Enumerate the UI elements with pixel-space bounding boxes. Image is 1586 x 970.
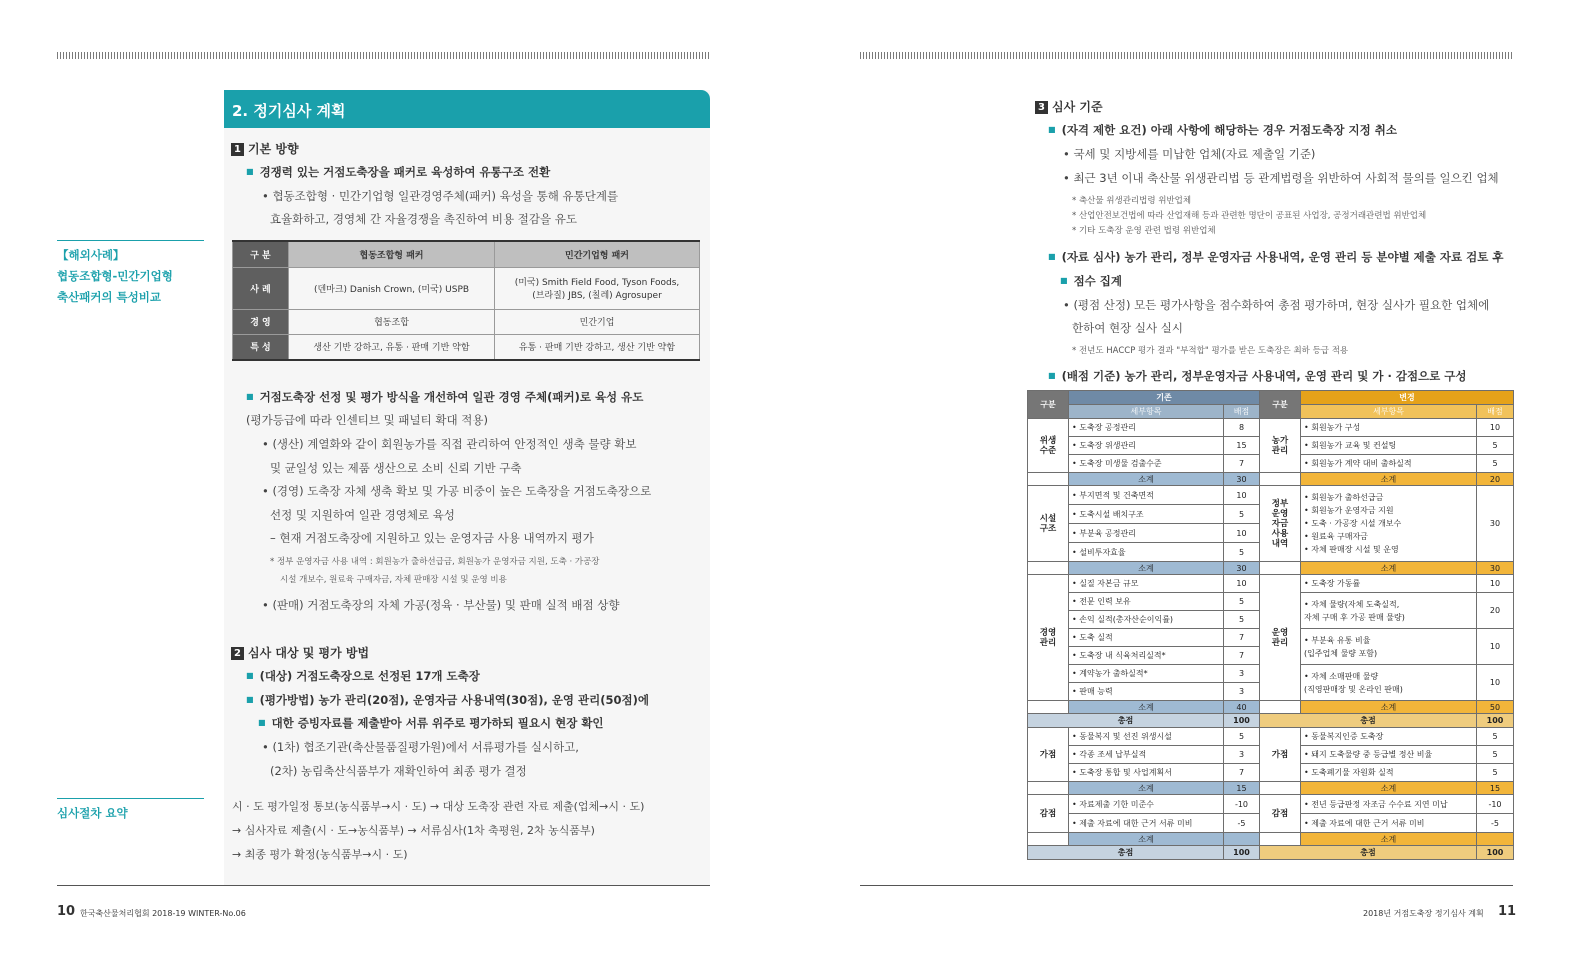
table-cell: 20	[1477, 593, 1514, 629]
table-cell: 5	[1477, 437, 1514, 455]
table-cell: -5	[1477, 814, 1514, 833]
new-g2-score: 30	[1477, 486, 1514, 562]
new-final-label: 총점	[1260, 846, 1477, 860]
table-cell: • 손익 실적(총자산순이익률)	[1069, 611, 1224, 629]
table-cell: • 도축장 공정관리	[1069, 419, 1224, 437]
s1-bullet-1: ■ 경쟁력 있는 거점도축장을 패커로 육성하여 유통구조 전환	[246, 164, 550, 180]
table-cell: 5	[1224, 505, 1260, 524]
comparison-table	[232, 240, 700, 361]
table-cell: 5	[1477, 746, 1514, 764]
old-group-management: 경영 관리	[1028, 575, 1069, 701]
old-g2-subtotal: 30	[1224, 562, 1260, 575]
table-cell: • 도축장 통합 및 사업계획서	[1069, 764, 1224, 782]
s3-b2-text-2: 한하여 현장 실사 실시	[1072, 321, 1183, 335]
section-3-heading	[1035, 98, 1103, 115]
table-cell: 8	[1224, 419, 1260, 437]
procedure-line-1: 시 · 도 평가일정 통보(농식품부→시 · 도) → 대상 도축장 관련 자료 제출(업체→시 · 도)	[232, 800, 645, 813]
new-g5-subtotal-label: 소계	[1301, 833, 1477, 846]
old-g2-subtotal-label: 소계	[1069, 562, 1224, 575]
table-cell: 5	[1477, 728, 1514, 746]
top-dotted-rule-right	[860, 52, 1513, 59]
side-note-1-title	[57, 245, 173, 308]
s2-bullet-2-cont: ■ 대한 증빙자료를 제출받아 서류 위주로 평가하되 필요시 현장 확인	[258, 715, 604, 731]
cmp-row-label-management: 경 영	[233, 309, 289, 334]
s3-b2-text-1: • (평점 산정) 모든 평가사항을 점수화하여 총점 평가하며, 현장 실사가 필요한 업체에	[1063, 298, 1490, 312]
table-cell: 7	[1224, 629, 1260, 647]
table-cell: 3	[1224, 683, 1260, 701]
table-cell: 10	[1477, 419, 1514, 437]
old-group-facility: 시설 구조	[1028, 486, 1069, 562]
s3-b1-note-3: * 기타 도축장 운영 관련 법령 위반업체	[1072, 226, 1216, 236]
old-g3-subtotal-label: 소계	[1069, 701, 1224, 714]
table-spacer	[1260, 782, 1301, 795]
old-g1-subtotal: 30	[1224, 473, 1260, 486]
section-2-number: 2	[231, 647, 244, 660]
list-item: • 도축 · 가공장 시설 개보수	[1304, 519, 1402, 528]
table-cell: -5	[1224, 814, 1260, 833]
new-group-fund: 정부 운영 자금 사용 내역	[1260, 486, 1301, 562]
table-spacer	[1260, 701, 1301, 714]
th-old: 기존	[1069, 391, 1260, 405]
s2-bullet-1: ■ (대상) 거점도축장으로 선정된 17개 도축장	[246, 668, 480, 684]
scoring-table	[1027, 390, 1514, 860]
table-cell: • 판매 능력	[1069, 683, 1224, 701]
s2-bullet-2: ■ (평가방법) 농가 관리(20점), 운영자금 사용내역(30점), 운영 관리(50점)에	[246, 692, 649, 708]
section-3-number: 3	[1035, 101, 1048, 114]
new-g4-subtotal: 15	[1477, 782, 1514, 795]
new-total: 100	[1477, 714, 1514, 728]
table-cell: • 제출 자료에 대한 근거 서류 미비	[1301, 814, 1477, 833]
old-group-hygiene: 위생 수준	[1028, 419, 1069, 473]
top-dotted-rule-left	[57, 52, 710, 59]
table-cell: 5	[1224, 593, 1260, 611]
table-cell: 3	[1224, 665, 1260, 683]
table-spacer	[1260, 473, 1301, 486]
old-group-bonus: 가점	[1028, 728, 1069, 782]
table-cell: 5	[1477, 455, 1514, 473]
table-cell: • 도축 실적	[1069, 629, 1224, 647]
table-spacer	[1028, 782, 1069, 795]
page-number-right: 11	[1498, 904, 1517, 919]
section-title: 2. 정기심사 계획	[224, 90, 710, 128]
list-item: • 자체 판매장 시설 및 운영	[1304, 545, 1399, 554]
cmp-row-label-trait: 특 성	[233, 334, 289, 360]
s3-bullet-2: ■ (자료 심사) 농가 관리, 정부 운영자금 사용내역, 운영 관리 등 분야별 제출 자료 검토 후	[1048, 249, 1503, 265]
table-cell: • 자료제출 기한 미준수	[1069, 795, 1224, 814]
side-note-1-line-1: 【해외사례】	[57, 248, 125, 262]
table-cell: • 각종 조세 납부실적	[1069, 746, 1224, 764]
table-cell: • 회원농가 계약 대비 출하실적	[1301, 455, 1477, 473]
footer-left: 한국축산물처리협회 2018-19 WINTER-No.06	[80, 909, 246, 918]
list-item: • 원료육 구매자금	[1304, 532, 1368, 541]
table-cell: • 회원농가 구성	[1301, 419, 1477, 437]
cmp-cell-case-private-line-1: (미국) Smith Field Food, Tyson Foods,	[514, 278, 680, 288]
new-g1-subtotal: 20	[1477, 473, 1514, 486]
cmp-cell-management-coop: 협동조합	[289, 309, 495, 334]
footer-right: 2018년 거점도축장 정기심사 계획	[1363, 909, 1484, 918]
table-cell: 3	[1224, 746, 1260, 764]
s3-bullet-1: ■ (자격 제한 요건) 아래 사항에 해당하는 경우 거점도축장 지정 취소	[1048, 122, 1397, 138]
s1-bullet-2: ■ 거점도축장 선정 및 평가 방식을 개선하여 일관 경영 주체(패커)로 육성 유도	[246, 389, 643, 405]
th-group-old: 구분	[1028, 391, 1069, 419]
bottom-rule-left	[57, 885, 710, 886]
th-old-item: 세부항목	[1069, 405, 1224, 419]
s1-b2-note-2: 시설 개보수, 원료육 구매자금, 자체 판매장 시설 및 운영 비용	[280, 575, 507, 585]
s1-b2-text-1: • (생산) 계열화와 같이 회원농가를 직접 관리하여 안정적인 생축 물량 확보	[262, 437, 637, 451]
s3-bullet-2-cont: ■ 점수 집계	[1060, 273, 1122, 289]
new-group-deduction: 감점	[1260, 795, 1301, 833]
cmp-cell-case-private-line-2: (브라질) JBS, (칠레) Agrosuper	[532, 291, 662, 301]
cmp-header-coop: 협동조합형 패커	[289, 241, 495, 267]
table-cell: 5	[1477, 764, 1514, 782]
procedure-line-2: → 심사자료 제출(시 · 도→농식품부) → 서류심사(1차 축평원, 2차 농식품부)	[232, 824, 595, 837]
table-cell: • 전문 인력 보유	[1069, 593, 1224, 611]
s3-b1-note-2: * 산업안전보건법에 따라 산업재해 등과 관련한 명단이 공표된 사업장, 공정거래관련법 위반업체	[1072, 211, 1427, 221]
old-g4-subtotal-label: 소계	[1069, 782, 1224, 795]
list-item: • 회원농가 운영자금 지원	[1304, 506, 1394, 515]
new-g2-items	[1301, 486, 1477, 562]
cmp-cell-case-coop: (덴마크) Danish Crown, (미국) USPB	[289, 267, 495, 309]
side-note-2-title: 심사절차 요약	[57, 806, 128, 820]
table-cell: • 동물복지 및 선진 위생시설	[1069, 728, 1224, 746]
table-cell: • 자체 물량(자체 도축실적, 자체 구매 후 가공 판매 물량)	[1301, 593, 1477, 629]
new-g3-subtotal: 50	[1477, 701, 1514, 714]
new-g5-subtotal	[1477, 833, 1514, 846]
table-cell: 7	[1224, 647, 1260, 665]
old-g4-subtotal: 15	[1224, 782, 1260, 795]
table-spacer	[1028, 562, 1069, 575]
new-g1-subtotal-label: 소계	[1301, 473, 1477, 486]
new-total-label: 총점	[1260, 714, 1477, 728]
table-cell: • 도축시설 배치구조	[1069, 505, 1224, 524]
old-g1-subtotal-label: 소계	[1069, 473, 1224, 486]
procedure-line-3: → 최종 평가 확정(농식품부→시 · 도)	[232, 848, 408, 861]
cmp-cell-case-private	[495, 267, 700, 309]
s1-b2-text-4: 선정 및 지원하여 일관 경영체로 육성	[270, 508, 455, 522]
table-cell: 7	[1224, 764, 1260, 782]
section-1-heading	[231, 140, 299, 157]
cmp-cell-trait-private: 유통 · 판매 기반 강하고, 생산 기반 약함	[495, 334, 700, 360]
s1-b1-text-1: • 협동조합형 · 민간기업형 일관경영주체(패커) 육성을 통해 유통단계를	[262, 189, 619, 203]
table-cell: • 도축장 미생물 검출수준	[1069, 455, 1224, 473]
table-cell: • 도축장 가동률	[1301, 575, 1477, 593]
old-total: 100	[1224, 714, 1260, 728]
table-cell: 5	[1224, 611, 1260, 629]
table-spacer	[1260, 833, 1301, 846]
bottom-rule-right	[860, 885, 1513, 886]
table-cell: 10	[1477, 575, 1514, 593]
table-cell: -10	[1477, 795, 1514, 814]
s1-b2-note-1: * 정부 운영자금 사용 내역 : 회원농가 출하선급금, 회원농가 운영자금 지원, 도축 · 가공장	[270, 557, 600, 567]
table-cell: 15	[1224, 437, 1260, 455]
cmp-row-label-case: 사 례	[233, 267, 289, 309]
table-cell: • 실질 자본금 규모	[1069, 575, 1224, 593]
table-cell: • 돼지 도축물량 중 등급별 정산 비율	[1301, 746, 1477, 764]
table-cell: • 자체 소매판매 물량 (직영판매장 및 온라인 판매)	[1301, 665, 1477, 701]
s1-b2-text-5: – 현재 거점도축장에 지원하고 있는 운영자금 사용 내역까지 평가	[270, 531, 594, 545]
table-cell: 10	[1224, 486, 1260, 505]
s1-b2-text-3: • (경영) 도축장 자체 생축 확보 및 가공 비중이 높은 도축장을 거점도축장으로	[262, 484, 652, 498]
new-group-farm: 농가 관리	[1260, 419, 1301, 473]
table-cell: 10	[1477, 665, 1514, 701]
old-final: 100	[1224, 846, 1260, 860]
s3-b2-note-1: * 전년도 HACCP 평가 결과 "부적합" 평가를 받은 도축장은 최하 등급 적용	[1072, 346, 1349, 356]
old-g5-subtotal	[1224, 833, 1260, 846]
new-g4-subtotal-label: 소계	[1301, 782, 1477, 795]
old-g5-subtotal-label: 소계	[1069, 833, 1224, 846]
table-cell: 10	[1224, 524, 1260, 543]
table-cell: • 부분육 공정관리	[1069, 524, 1224, 543]
s3-b1-text-1: • 국세 및 지방세를 미납한 업체(자료 제출일 기준)	[1063, 147, 1316, 161]
table-spacer	[1028, 473, 1069, 486]
cmp-cell-trait-coop: 생산 기반 강하고, 유통 · 판매 기반 약함	[289, 334, 495, 360]
table-cell: • 도축장 내 식육처리실적*	[1069, 647, 1224, 665]
table-cell: • 부분육 유통 비율 (입주업체 물량 포함)	[1301, 629, 1477, 665]
s3-b1-text-2: • 최근 3년 이내 축산물 위생관리법 등 관계법령을 위반하여 사회적 물의를 일으킨 업체	[1063, 171, 1499, 185]
th-old-score: 배점	[1224, 405, 1260, 419]
section-1-number: 1	[231, 143, 244, 156]
th-new-item: 세부항목	[1301, 405, 1477, 419]
table-spacer	[1260, 562, 1301, 575]
table-cell: • 전년 등급판정 자조금 수수료 지연 미납	[1301, 795, 1477, 814]
section-1-title: 기본 방향	[248, 142, 299, 156]
cmp-header-private: 민간기업형 패커	[495, 241, 700, 267]
table-cell: 7	[1224, 455, 1260, 473]
s2-text-2: (2차) 농림축산식품부가 재확인하여 최종 평가 결정	[270, 764, 527, 778]
table-cell: • 회원농가 교육 및 컨설팅	[1301, 437, 1477, 455]
old-final-label: 총점	[1028, 846, 1224, 860]
table-cell: • 도축장 위생관리	[1069, 437, 1224, 455]
table-cell: 10	[1477, 629, 1514, 665]
table-cell: 5	[1224, 543, 1260, 562]
side-note-1-rule	[57, 240, 204, 241]
list-item: • 회원농가 출하선급금	[1304, 493, 1384, 502]
page-number-left: 10	[57, 904, 76, 919]
cmp-header-category: 구 분	[233, 241, 289, 267]
s1-b2-text-6: • (판매) 거점도축장의 자체 가공(정육 · 부산물) 및 판매 실적 배점 상향	[262, 598, 620, 612]
old-group-deduction: 감점	[1028, 795, 1069, 833]
new-group-operation: 운영 관리	[1260, 575, 1301, 701]
s1-b2-text-2: 및 균일성 있는 제품 생산으로 소비 신뢰 기반 구축	[270, 461, 522, 475]
new-group-bonus: 가점	[1260, 728, 1301, 782]
table-cell: 5	[1224, 728, 1260, 746]
new-g3-subtotal-label: 소계	[1301, 701, 1477, 714]
table-cell: • 설비투자효율	[1069, 543, 1224, 562]
table-cell: • 도축폐기물 자원화 실적	[1301, 764, 1477, 782]
s3-b1-note-1: * 축산물 위생관리법령 위반업체	[1072, 196, 1192, 206]
s1-b1-text-2: 효율화하고, 경영체 간 자율경쟁을 촉진하여 비용 절감을 유도	[270, 212, 577, 226]
s3-bullet-3: ■ (배점 기준) 농가 관리, 정부운영자금 사용내역, 운영 관리 및 가 · 감점으로 구성	[1048, 368, 1467, 384]
s2-text-1: • (1차) 협조기관(축산물품질평가원)에서 서류평가를 실시하고,	[262, 740, 579, 754]
table-spacer	[1028, 701, 1069, 714]
new-final: 100	[1477, 846, 1514, 860]
old-total-label: 총점	[1028, 714, 1224, 728]
side-note-2-rule	[57, 798, 204, 799]
table-cell: -10	[1224, 795, 1260, 814]
table-cell: • 부지면적 및 건축면적	[1069, 486, 1224, 505]
th-new: 변경	[1301, 391, 1514, 405]
th-new-score: 배점	[1477, 405, 1514, 419]
table-cell: • 제출 자료에 대한 근거 서류 미비	[1069, 814, 1224, 833]
new-g2-subtotal: 30	[1477, 562, 1514, 575]
new-g2-subtotal-label: 소계	[1301, 562, 1477, 575]
old-g3-subtotal: 40	[1224, 701, 1260, 714]
table-cell: • 동물복지인증 도축장	[1301, 728, 1477, 746]
th-group-new: 구분	[1260, 391, 1301, 419]
table-cell: 10	[1224, 575, 1260, 593]
section-3-title: 심사 기준	[1052, 100, 1103, 114]
section-2-heading	[231, 644, 369, 661]
side-note-1-line-2: 협동조합형-민간기업형	[57, 269, 173, 283]
cmp-cell-management-private: 민간기업	[495, 309, 700, 334]
table-cell: • 계약농가 출하실적*	[1069, 665, 1224, 683]
s1-b2-text-0: (평가등급에 따라 인센티브 및 패널티 확대 적용)	[246, 413, 488, 427]
section-2-title: 심사 대상 및 평가 방법	[248, 646, 370, 660]
side-note-1-line-3: 축산패커의 특성비교	[57, 290, 161, 304]
table-spacer	[1028, 833, 1069, 846]
